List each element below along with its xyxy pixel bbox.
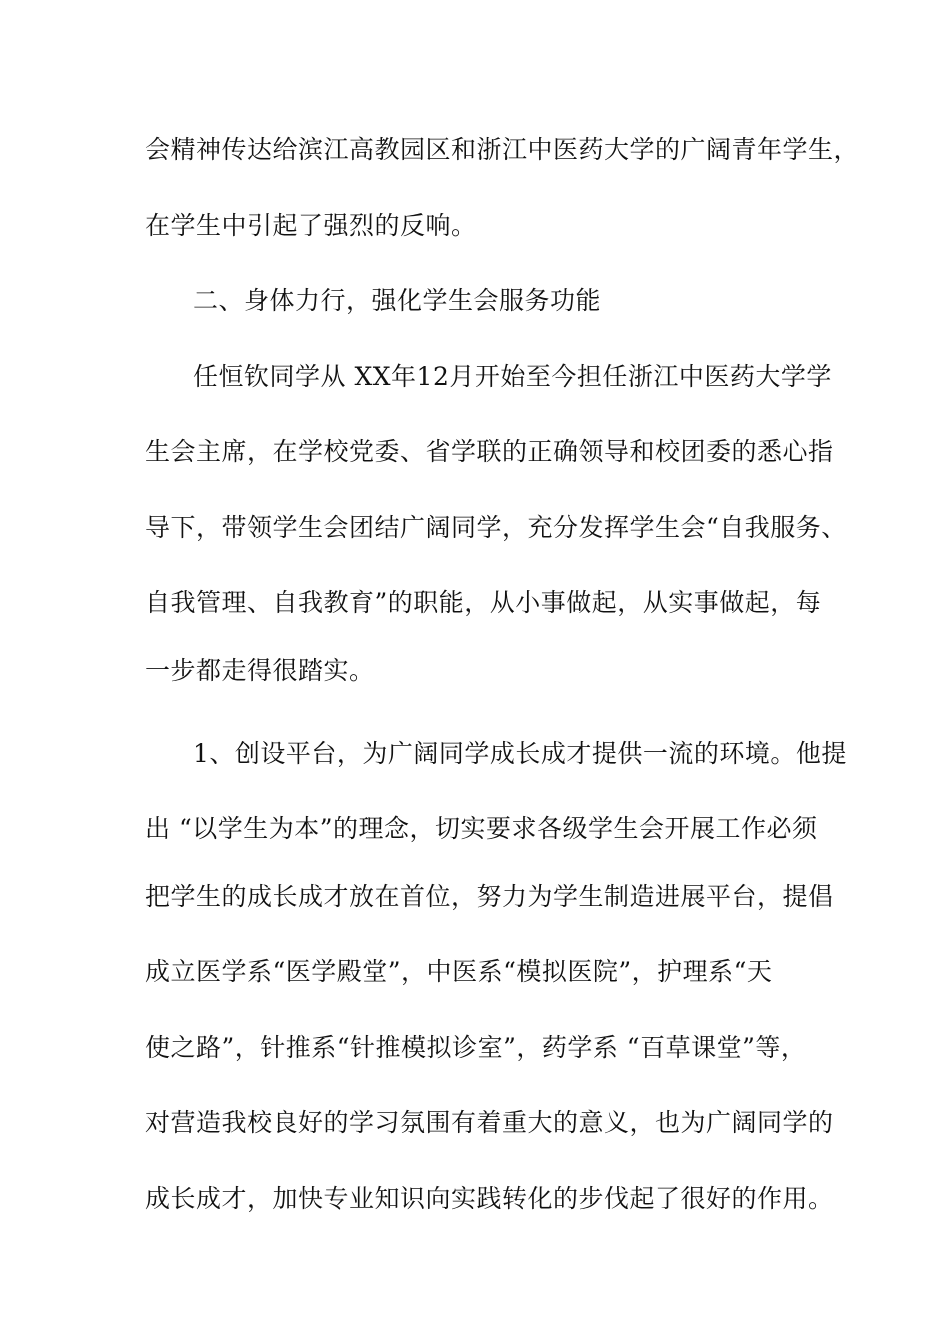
text-line-7: 自我管理、自我教育”的职能，从小事做起，从实事做起，每 xyxy=(145,588,822,617)
text-line-8: 一步都走得很踏实。 xyxy=(145,656,375,685)
text-line-5: 生会主席，在学校党委、省学联的正确领导和校团委的悉心指 xyxy=(145,437,834,466)
section-heading: 二、身体力行，强化学生会服务功能 xyxy=(193,286,602,315)
text-line-1: 会精神传达给滨江高教园区和浙江中医药大学的广阔青年学生， xyxy=(145,135,860,164)
text-line-4: 任恒钦同学从 XX年12月开始至今担任浙江中医药大学学 xyxy=(193,362,832,391)
text-line-15: 成长成才，加快专业知识向实践转化的步伐起了很好的作用。 xyxy=(145,1184,834,1213)
text-line-9: 1、创设平台，为广阔同学成长成才提供一流的环境。他提 xyxy=(193,739,847,768)
text-line-6: 导下，带领学生会团结广阔同学，充分发挥学生会“自我服务、 xyxy=(145,513,847,542)
text-line-11: 把学生的成长成才放在首位，努力为学生制造进展平台，提倡 xyxy=(145,882,834,911)
text-line-13: 使之路”，针推系“针推模拟诊室”，药学系 “百草课堂”等， xyxy=(145,1033,807,1062)
text-line-12: 成立医学系“医学殿堂”，中医系“模拟医院”，护理系“天 xyxy=(145,957,773,986)
text-line-14: 对营造我校良好的学习氛围有着重大的意义，也为广阔同学的 xyxy=(145,1108,834,1137)
text-line-2: 在学生中引起了强烈的反响。 xyxy=(145,211,477,240)
text-line-10: 出 “以学生为本”的理念，切实要求各级学生会开展工作必须 xyxy=(145,814,818,843)
